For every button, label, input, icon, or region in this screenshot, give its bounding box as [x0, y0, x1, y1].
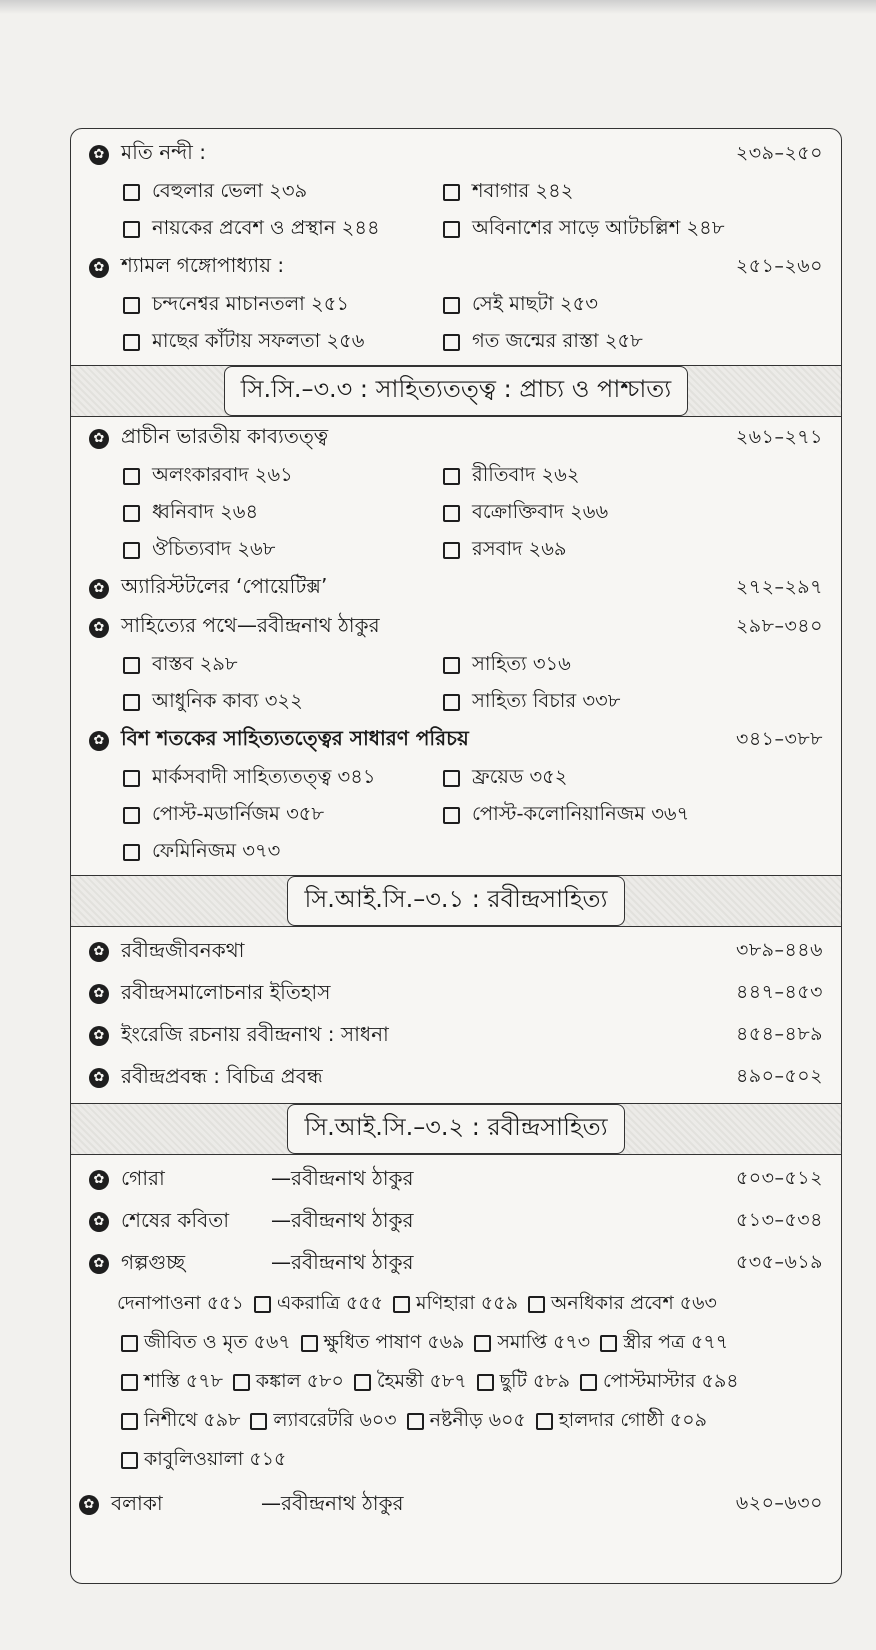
- sub-items: [89, 174, 823, 248]
- checkbox-bullet-icon: [407, 1413, 424, 1430]
- story-item: দেনাপাওনা ৫৫১: [117, 1291, 244, 1314]
- checkbox-bullet-icon: [123, 807, 140, 824]
- sub-item: [443, 797, 823, 834]
- page-range: ৩৮৯–৪৪৬: [735, 939, 823, 961]
- contents-box: [70, 128, 842, 1584]
- sub-item-label: গত জন্মের রাস্তা ২৫৮: [472, 328, 643, 352]
- sub-item: [123, 211, 443, 248]
- story-item: হালদার গোষ্ঠী ৫০৯: [558, 1408, 707, 1431]
- story-item: ছুটি ৫৮৯: [499, 1369, 570, 1392]
- star-bullet-icon: ✿: [89, 984, 109, 1004]
- story-item: কাবুলিওয়ালা ৫১৫: [144, 1447, 287, 1470]
- entry-title: গোরা: [121, 1165, 165, 1190]
- sub-item: [123, 532, 443, 569]
- section-banner-cc33: [71, 365, 841, 417]
- checkbox-bullet-icon: [443, 221, 460, 238]
- checkbox-bullet-icon: [121, 1374, 138, 1391]
- checkbox-bullet-icon: [254, 1296, 271, 1313]
- star-bullet-icon: ✿: [89, 1068, 109, 1088]
- checkbox-bullet-icon: [443, 657, 460, 674]
- sub-item-label: বাস্তব ২৯৮: [152, 651, 238, 675]
- sub-item: [123, 684, 443, 721]
- entry-ingreji-rachana: [89, 1015, 823, 1057]
- sub-item-label: অলংকারবাদ ২৬১: [152, 462, 293, 486]
- sub-item: [123, 495, 443, 532]
- entry-moti-nandi: [89, 135, 823, 174]
- checkbox-bullet-icon: [123, 694, 140, 711]
- story-item: শাস্তি ৫৭৮: [144, 1369, 223, 1392]
- checkbox-bullet-icon: [123, 770, 140, 787]
- story-item: নিশীথে ৫৯৮: [144, 1408, 241, 1431]
- story-item: সমাপ্তি ৫৭৩: [497, 1330, 591, 1353]
- star-bullet-icon: ✿: [89, 1212, 109, 1232]
- entry-title: প্রাচীন ভারতীয় কাব্যতত্ত্ব: [121, 424, 329, 448]
- story-item: স্ত্রীর পত্র ৫৭৭: [623, 1330, 729, 1353]
- entry-title: রবীন্দ্রজীবনকথা: [121, 937, 245, 962]
- story-item: অনধিকার প্রবেশ ৫৬৩: [550, 1291, 717, 1314]
- sub-item: [443, 647, 823, 684]
- sub-item: [443, 174, 823, 211]
- sub-item-label: রীতিবাদ ২৬২: [472, 462, 580, 486]
- banner-label: সি.আই.সি.–৩.২ : রবীন্দ্রসাহিত্য: [287, 1104, 624, 1154]
- star-bullet-icon: ✿: [89, 579, 109, 599]
- star-bullet-icon: ✿: [89, 429, 109, 449]
- section-short-stories: [71, 129, 841, 365]
- checkbox-bullet-icon: [123, 184, 140, 201]
- sub-item: [123, 760, 443, 797]
- page-range: ৩৪১–৩৮৮: [735, 727, 823, 750]
- sub-items: [89, 287, 823, 361]
- star-bullet-icon: ✿: [89, 618, 109, 638]
- entry-title: বলাকা: [111, 1490, 163, 1515]
- sub-item-label: মার্কসবাদী সাহিত্যতত্ত্ব ৩৪১: [152, 764, 376, 788]
- story-item: ক্ষুধিত পাষাণ ৫৬৯: [323, 1330, 465, 1353]
- page-range: ৪৯০–৫০২: [735, 1065, 823, 1087]
- entry-title: ইংরেজি রচনায় রবীন্দ্রনাথ : সাধনা: [121, 1021, 389, 1046]
- entry-title: রবীন্দ্রসমালোচনার ইতিহাস: [121, 979, 331, 1004]
- page-range: ৫১৩–৫৩৪: [735, 1209, 823, 1231]
- sub-item-label: আধুনিক কাব্য ৩২২: [152, 688, 303, 712]
- sub-item-label: ফেমিনিজম ৩৭৩: [152, 838, 281, 862]
- page-range: ২৫১–২৬০: [735, 254, 823, 277]
- checkbox-bullet-icon: [600, 1335, 617, 1352]
- sub-item: [443, 324, 823, 361]
- entry-shyamal: [89, 248, 823, 287]
- entry-title: বিশ শতকের সাহিত্যতত্ত্বের সাধারণ পরিচয়: [121, 726, 469, 750]
- sub-item-label: সেই মাছটা ২৫৩: [472, 291, 598, 315]
- entry-aristotle: [89, 569, 823, 608]
- star-bullet-icon: ✿: [89, 258, 109, 278]
- sub-item-label: পোস্ট-কলোনিয়ানিজম ৩৬৭: [472, 801, 690, 825]
- story-item: মণিহারা ৫৫৯: [415, 1291, 518, 1314]
- entry-title: মতি নন্দী :: [121, 140, 206, 164]
- story-line: [117, 1285, 823, 1324]
- checkbox-bullet-icon: [474, 1335, 491, 1352]
- sub-item-label: সাহিত্য ৩১৬: [472, 651, 571, 675]
- sub-item-label: শবাগার ২৪২: [472, 178, 574, 202]
- page-range: ২৩৯–২৫০: [735, 141, 823, 164]
- entry-author: —রবীন্দ্রনাথ ঠাকুর: [271, 1207, 414, 1232]
- section-cic32: [71, 1155, 841, 1534]
- star-bullet-icon: ✿: [89, 145, 109, 165]
- entry-title: শেষের কবিতা: [121, 1207, 230, 1232]
- sub-item-label: অবিনাশের সাড়ে আটচল্লিশ ২৪৮: [472, 215, 725, 239]
- story-line: [117, 1324, 823, 1363]
- story-item: জীবিত ও মৃত ৫৬৭: [144, 1330, 291, 1353]
- page-range: ৪৪৭–৪৫৩: [735, 981, 823, 1003]
- banner-label: সি.সি.–৩.৩ : সাহিত্যতত্ত্ব : প্রাচ্য ও পাশ্চাত্য: [224, 366, 689, 416]
- entry-title: সাহিত্যের পথে—রবীন্দ্রনাথ ঠাকুর: [121, 613, 380, 637]
- story-item: ল্যাবরেটরি ৬০৩: [273, 1408, 397, 1431]
- entry-shesher-kabita: [89, 1201, 823, 1243]
- sub-items: [89, 458, 823, 569]
- star-bullet-icon: ✿: [89, 942, 109, 962]
- sub-item: [123, 324, 443, 361]
- entry-author: —রবীন্দ্রনাথ ঠাকুর: [271, 1249, 414, 1274]
- checkbox-bullet-icon: [250, 1413, 267, 1430]
- sub-item-label: মাছের কাঁটায় সফলতা ২৫৬: [152, 328, 365, 352]
- checkbox-bullet-icon: [121, 1335, 138, 1352]
- star-bullet-icon: ✿: [89, 1170, 109, 1190]
- sub-items: [89, 760, 823, 871]
- checkbox-bullet-icon: [443, 468, 460, 485]
- entry-title: অ্যারিস্টটলের ‘পোয়েটিক্স’: [121, 574, 328, 598]
- story-line: [117, 1402, 823, 1441]
- sub-item: [123, 174, 443, 211]
- page-range: ৫০৩–৫১২: [735, 1167, 823, 1189]
- sub-item: [123, 647, 443, 684]
- checkbox-bullet-icon: [443, 297, 460, 314]
- sub-item-label: চন্দনেশ্বর মাচানতলা ২৫১: [152, 291, 350, 315]
- page-range: ৫৩৫–৬১৯: [735, 1251, 823, 1273]
- checkbox-bullet-icon: [301, 1335, 318, 1352]
- story-line: [117, 1363, 823, 1402]
- checkbox-bullet-icon: [121, 1413, 138, 1430]
- sub-item: [443, 287, 823, 324]
- page-range: ৪৫৪–৪৮৯: [736, 1023, 823, 1045]
- entry-title: শ্যামল গঙ্গোপাধ্যায় :: [121, 253, 285, 277]
- story-line: [117, 1441, 823, 1480]
- entry-title: গল্পগুচ্ছ: [121, 1249, 186, 1274]
- star-bullet-icon: ✿: [79, 1495, 99, 1515]
- checkbox-bullet-icon: [123, 657, 140, 674]
- sub-items: [89, 647, 823, 721]
- checkbox-bullet-icon: [443, 184, 460, 201]
- story-item: একরাত্রি ৫৫৫: [276, 1291, 383, 1314]
- sub-item: [123, 797, 443, 834]
- checkbox-bullet-icon: [528, 1296, 545, 1313]
- checkbox-bullet-icon: [123, 221, 140, 238]
- checkbox-bullet-icon: [536, 1413, 553, 1430]
- sub-item: [443, 458, 823, 495]
- checkbox-bullet-icon: [443, 542, 460, 559]
- entry-samalochana: [89, 973, 823, 1015]
- entry-prabandha: [89, 1057, 823, 1099]
- checkbox-bullet-icon: [123, 844, 140, 861]
- checkbox-bullet-icon: [443, 770, 460, 787]
- page-range: ৬২০–৬৩০: [735, 1492, 823, 1514]
- star-bullet-icon: ✿: [89, 731, 109, 751]
- checkbox-bullet-icon: [123, 297, 140, 314]
- sub-item-label: ফ্রয়েড ৩৫২: [472, 764, 568, 788]
- sub-item-label: বেহুলার ভেলা ২৩৯: [152, 178, 308, 202]
- checkbox-bullet-icon: [123, 542, 140, 559]
- section-banner-cic32: [71, 1103, 841, 1155]
- checkbox-bullet-icon: [123, 505, 140, 522]
- checkbox-bullet-icon: [443, 807, 460, 824]
- checkbox-bullet-icon: [443, 694, 460, 711]
- section-cic31: [71, 927, 841, 1103]
- checkbox-bullet-icon: [121, 1452, 138, 1469]
- sub-item-label: ধ্বনিবাদ ২৬৪: [152, 499, 259, 523]
- sub-item: [123, 287, 443, 324]
- sub-item-label: বক্রোক্তিবাদ ২৬৬: [472, 499, 609, 523]
- story-item: কঙ্কাল ৫৮০: [255, 1369, 344, 1392]
- star-bullet-icon: ✿: [89, 1254, 109, 1274]
- checkbox-bullet-icon: [354, 1374, 371, 1391]
- entry-galpaguchha: [89, 1243, 823, 1285]
- entry-author: —রবীন্দ্রনাথ ঠাকুর: [261, 1490, 404, 1515]
- banner-label: সি.আই.সি.–৩.১ : রবীন্দ্রসাহিত্য: [287, 876, 624, 926]
- sub-item-label: পোস্ট-মডার্নিজম ৩৫৮: [152, 801, 325, 825]
- page-range: ২৬১–২৭১: [735, 425, 823, 448]
- entry-title: রবীন্দ্রপ্রবন্ধ : বিচিত্র প্রবন্ধ: [121, 1063, 323, 1088]
- checkbox-bullet-icon: [233, 1374, 250, 1391]
- page-range: ২৯৮–৩৪০: [735, 614, 823, 637]
- sub-item: [443, 684, 823, 721]
- sub-item: [123, 458, 443, 495]
- sub-item: [443, 760, 823, 797]
- page-top-shadow: [0, 0, 876, 14]
- entry-bish-shataker: [89, 721, 823, 760]
- entry-sahityer-pathe: [89, 608, 823, 647]
- section-banner-cic31: [71, 875, 841, 927]
- checkbox-bullet-icon: [443, 334, 460, 351]
- sub-item-label: রসবাদ ২৬৯: [472, 536, 567, 560]
- entry-jibankatha: [89, 931, 823, 973]
- sub-item-label: নায়কের প্রবেশ ও প্রস্থান ২৪৪: [152, 215, 380, 239]
- entry-prachin: [89, 419, 823, 458]
- sub-item: [443, 211, 823, 248]
- sub-item: [443, 532, 823, 569]
- checkbox-bullet-icon: [580, 1374, 597, 1391]
- checkbox-bullet-icon: [123, 334, 140, 351]
- sub-item-label: সাহিত্য বিচার ৩৩৮: [472, 688, 621, 712]
- entry-gora: [89, 1159, 823, 1201]
- page-range: ২৭২–২৯৭: [735, 575, 823, 598]
- checkbox-bullet-icon: [123, 468, 140, 485]
- checkbox-bullet-icon: [477, 1374, 494, 1391]
- entry-balaka: [79, 1480, 823, 1530]
- checkbox-bullet-icon: [443, 505, 460, 522]
- section-cc33: [71, 417, 841, 875]
- story-item: নষ্টনীড় ৬০৫: [429, 1408, 526, 1431]
- sub-item: [123, 834, 443, 871]
- entry-author: —রবীন্দ্রনাথ ঠাকুর: [271, 1165, 414, 1190]
- story-list: [89, 1285, 823, 1480]
- story-item: পোস্টমাস্টার ৫৯৪: [602, 1369, 739, 1392]
- sub-item: [443, 495, 823, 532]
- sub-item-label: ঔচিত্যবাদ ২৬৮: [152, 536, 276, 560]
- checkbox-bullet-icon: [393, 1296, 410, 1313]
- star-bullet-icon: ✿: [89, 1026, 109, 1046]
- story-item: হৈমন্তী ৫৮৭: [376, 1369, 467, 1392]
